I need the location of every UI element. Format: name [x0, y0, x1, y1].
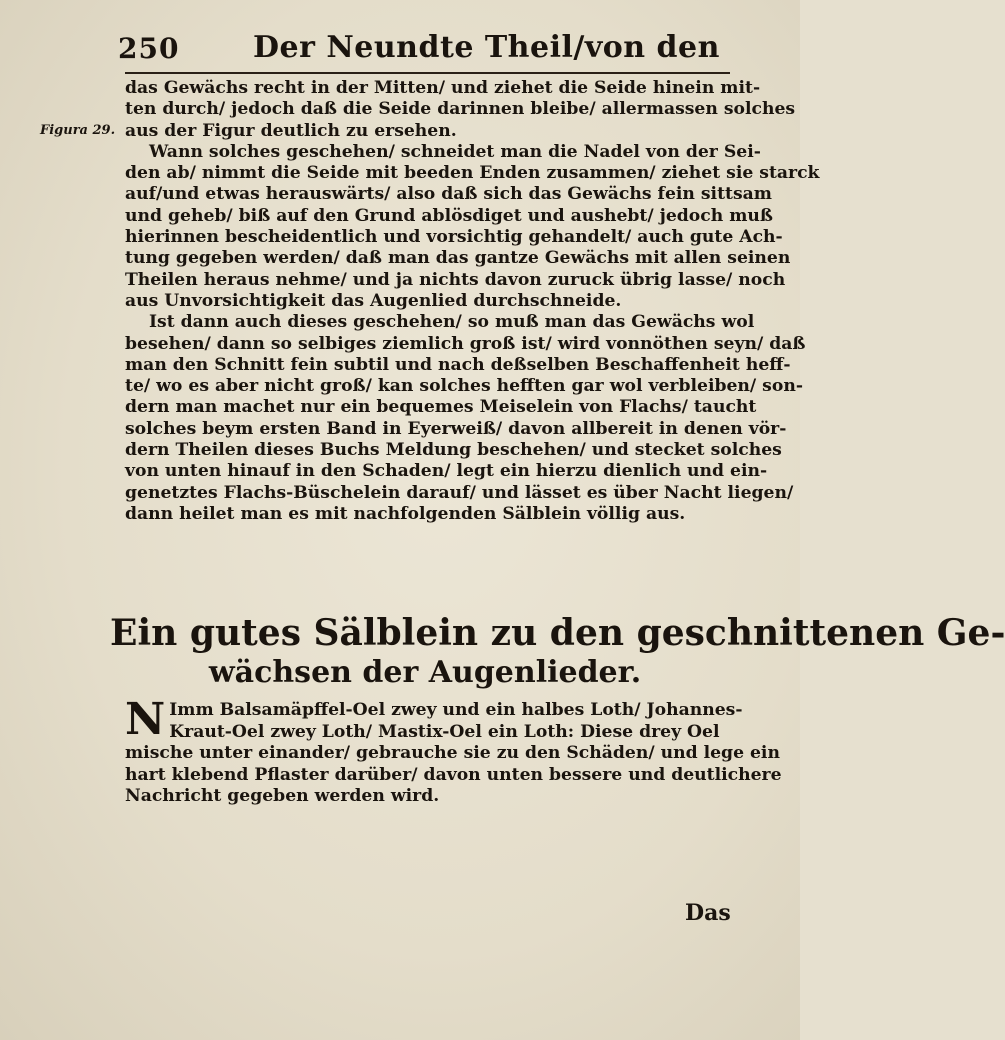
body-text: [125, 78, 820, 525]
text-line: tung gegeben werden/ daß man das gantze Gewächs mit allen seinen: [125, 248, 791, 269]
paragraph-1: [125, 78, 796, 142]
text-line: und geheb/ biß auf den Grund ablösdiget und aushebt/ jedoch muß: [125, 205, 773, 226]
page-number: 250: [118, 32, 180, 65]
text-line: te/ wo es aber nicht groß/ kan solches hefften gar wol verbleiben/ son-: [125, 376, 803, 397]
text-line: das Gewächs recht in der Mitten/ und ziehet die Seide hinein mit-: [125, 78, 761, 98]
header-rule: [125, 72, 730, 74]
catchword: Das: [685, 900, 731, 926]
text-line: Ist dann auch dieses geschehen/ so muß man das Gewächs wol: [149, 312, 755, 333]
text-line: auf/und etwas herauswärts/ also daß sich das Gewächs fein sittsam: [125, 184, 772, 205]
text-line: mische unter einander/ gebrauche sie zu den Schäden/ und lege ein: [125, 743, 780, 763]
text-line: von unten hinauf in den Schaden/ legt ein hierzu dienlich und ein-: [125, 461, 768, 482]
text-line: dern man machet nur ein bequemes Meiselein von Flachs/ taucht: [125, 397, 757, 418]
text-line: solches beym ersten Band in Eyerweiß/ davon allbereit in denen vör-: [125, 418, 787, 439]
text-line: aus der Figur deutlich zu ersehen.: [125, 120, 457, 141]
page-header: [118, 28, 738, 74]
text-line: Nachricht gegeben werden wird.: [125, 786, 440, 806]
heading-line: Ein gutes Sälblein zu den geschnittenen Ge-: [110, 612, 1005, 654]
running-title: Der Neundte Theil/von den: [253, 30, 720, 65]
margin-note: Figura 29.: [40, 123, 116, 138]
text-line: ten durch/ jedoch daß die Seide darinnen bleibe/ allermassen solches: [125, 99, 796, 120]
paragraph-3: [125, 312, 806, 525]
text-line: hart klebend Pflaster darüber/ davon unten bessere und deutlichere: [125, 764, 782, 785]
text-line: besehen/ dann so selbiges ziemlich groß ist/ wird vonnöthen seyn/ daß: [125, 333, 806, 354]
text-line: Wann solches geschehen/ schneidet man die Nadel von der Sei-: [149, 141, 761, 162]
text-line: dern Theilen dieses Buchs Meldung beschehen/ und stecket solches: [125, 440, 782, 461]
section-heading: [110, 612, 1005, 692]
heading-line: wächsen der Augenlieder.: [208, 655, 642, 690]
text-line: Imm Balsamäpffel-Oel zwey und ein halbes Loth/ Johannes-: [169, 700, 743, 720]
text-line: Theilen heraus nehme/ und ja nichts davon zuruck übrig lasse/ noch: [125, 269, 786, 290]
text-line: den ab/ nimmt die Seide mit beeden Enden zusammen/ ziehet sie starck: [125, 163, 820, 184]
text-line: man den Schnitt fein subtil und nach deßselben Beschaffenheit heff-: [125, 354, 791, 375]
recipe-text: [125, 694, 782, 808]
drop-cap: N: [125, 694, 166, 745]
text-line: dann heilet man es mit nachfolgenden Sälblein völlig aus.: [125, 503, 686, 524]
text-line: aus Unvorsichtigkeit das Augenlied durchschneide.: [125, 290, 622, 311]
paragraph-2: [125, 141, 820, 312]
text-line: genetztes Flachs-Büschelein darauf/ und lässet es über Nacht liegen/: [125, 482, 794, 503]
text-line: Kraut-Oel zwey Loth/ Mastix-Oel ein Loth: Diese drey Oel: [169, 721, 720, 742]
text-line: hierinnen bescheidentlich und vorsichtig gehandelt/ auch gute Ach-: [125, 227, 783, 248]
